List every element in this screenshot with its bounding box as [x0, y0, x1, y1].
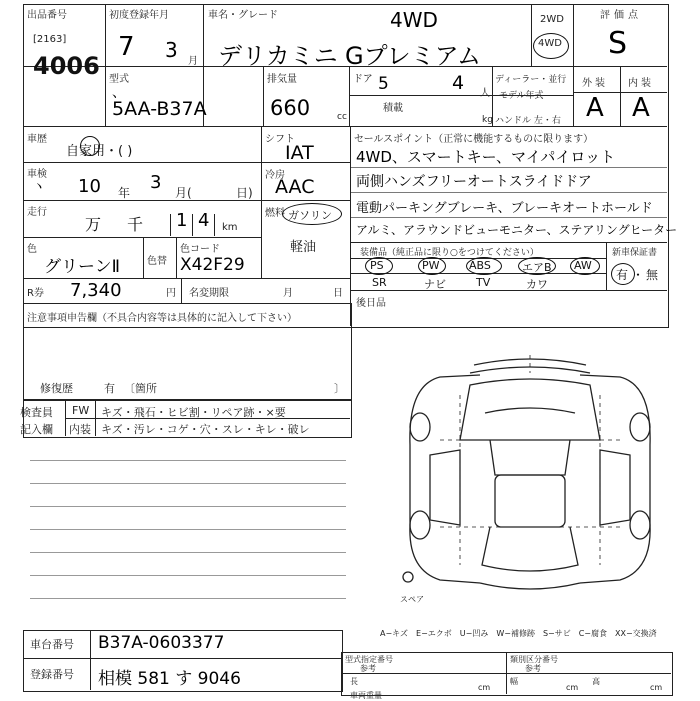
history-label: 車歴 [27, 134, 47, 145]
chassis-value: B37A-0603377 [98, 633, 225, 653]
first-reg-label: 初度登録年月 [109, 10, 169, 21]
divider [90, 630, 91, 690]
type-prefix: 、 [112, 85, 126, 101]
inspector-fw-items: キズ・飛石・ヒビ割・リペア跡・×要 [101, 406, 286, 419]
equip-aw: AW [574, 259, 592, 272]
divider [263, 66, 264, 126]
ac-label: 冷房 [265, 170, 285, 181]
inspector-label-bottom: 記入欄 [20, 423, 53, 436]
length-cm: cm [478, 683, 491, 692]
lot-number: 4006 [33, 52, 100, 80]
exterior-label: 外装 [582, 78, 608, 89]
plate-value: 相模 581 す 9046 [98, 669, 241, 689]
digit-tick [214, 214, 215, 236]
capacity-label: 積載 [383, 103, 403, 114]
divider [23, 237, 261, 238]
equip-navi: ナビ [424, 278, 446, 291]
nc-month-unit: 月 [283, 288, 293, 299]
divider [23, 126, 667, 127]
shaken-label: 車検 [27, 169, 47, 180]
fuel-label: 燃料 [265, 208, 285, 219]
year-unit: 年 [118, 186, 131, 200]
sales-heading: セールスポイント（正常に機能するものに限ります） [354, 134, 594, 145]
inspector-interior-items: キズ・汚レ・コゲ・穴・スレ・キレ・破レ [101, 423, 310, 436]
handle-label: ハンドル 左・右 [495, 116, 561, 126]
warranty-label: 新車保証書 [612, 248, 658, 258]
lot-label: 出品番号 [27, 10, 67, 21]
color-code-label: 色コード [180, 244, 220, 255]
sales-line-2: 両側ハンズフリーオートスライドドア [356, 174, 592, 190]
divider [105, 4, 106, 126]
repaint-label: 色替 [147, 256, 167, 267]
mileage-sen: 千 [127, 215, 144, 234]
notes-label: 注意事項申告欄（不具合内容等は具体的に記入して下さい） [27, 313, 297, 324]
day-unit: 日) [236, 186, 253, 200]
equip-airbag: エアB [522, 261, 552, 274]
height-cm: cm [650, 683, 663, 692]
model-grade-label: 車名・グレード [208, 10, 278, 21]
sales-line-1: 4WD、スマートキー、マイパイロット [356, 148, 616, 166]
recycle-label: R券 [27, 288, 44, 299]
divider [176, 237, 177, 278]
fuel-diesel: 軽油 [290, 240, 317, 255]
fourwd-label: 4WD [538, 38, 562, 49]
seats-value: 4 [452, 72, 465, 94]
interior-label: 内装 [628, 78, 654, 89]
twowd-label: 2WD [540, 14, 564, 25]
displacement-label: 排気量 [267, 74, 297, 85]
km-unit: km [222, 222, 238, 233]
weight-label: 車両重量 [350, 691, 382, 700]
model-name: デリカミニ [218, 42, 338, 70]
type-label: 型式 [109, 74, 129, 85]
type-value: 5AA-B37A [112, 98, 207, 120]
cc-unit: cc [337, 112, 347, 122]
divider [23, 658, 341, 659]
post-items-label: 後日品 [356, 298, 386, 309]
height-label: 高 [592, 677, 600, 686]
first-reg-month: 3 [165, 38, 178, 62]
recycle-value: 7,340 [70, 280, 122, 301]
history-value: 自家用・( ) [66, 144, 133, 159]
equip-pw: PW [422, 259, 440, 272]
exterior-value: A [586, 93, 604, 123]
drive-note: 4WD [390, 8, 438, 32]
name-change-label: 名変期限 [189, 288, 229, 299]
shaken-year: 10 [78, 176, 101, 197]
divider [350, 126, 351, 326]
equip-sr: SR [372, 276, 387, 289]
repair-close: 〕 [334, 382, 345, 395]
warranty-sep: ・ [632, 268, 645, 282]
divider [606, 242, 607, 290]
divider [573, 4, 574, 126]
plate-label: 登録番号 [30, 668, 74, 681]
digit-tick [170, 214, 171, 236]
fuel-gasoline: ガソリン [288, 209, 332, 222]
divider [341, 673, 671, 674]
divider [350, 290, 667, 291]
inspector-label-top: 検査員 [20, 406, 53, 419]
sales-rule [350, 217, 667, 218]
grade-name: Gプレミアム [345, 42, 481, 70]
shaken-month-unit: 月( [175, 186, 192, 200]
month-unit: 月 [188, 56, 198, 67]
category-label: 類別区分番号 [510, 655, 558, 664]
mileage-d1: 1 [176, 210, 188, 231]
color-value: グリーンⅡ [44, 257, 121, 277]
repair-has: 有 [104, 382, 115, 395]
warranty-no: 無 [646, 268, 659, 282]
equip-tv: TV [476, 276, 491, 289]
interior-value: A [632, 93, 650, 123]
divider [261, 126, 262, 278]
designation-label: 型式指定番号 [345, 655, 393, 664]
warranty-yes: 有 [616, 268, 629, 282]
inspector-interior-label: 内装 [69, 423, 91, 436]
writing-lines [30, 440, 346, 610]
inspector-fw-label: FW [72, 404, 90, 417]
score-label: 評価点 [600, 10, 642, 21]
color-code-value: X42F29 [180, 255, 245, 275]
equip-abs: ABS [469, 259, 491, 272]
equip-ps: PS [370, 259, 384, 272]
length-label: 長 [350, 677, 358, 686]
ac-value: AAC [275, 176, 315, 198]
shift-label: シフト [265, 134, 295, 145]
divider [23, 278, 350, 279]
digit-tick [192, 214, 193, 236]
kg-unit: kg [482, 115, 493, 125]
doors-label: ドア [353, 74, 373, 85]
divider [143, 237, 144, 278]
sales-line-4: アルミ、アラウンドビューモニター、ステアリングヒーター [356, 223, 678, 237]
score-value: S [608, 26, 628, 61]
mileage-label: 走行 [27, 207, 47, 218]
shift-value: IAT [285, 142, 314, 164]
equip-leather: カワ [526, 278, 548, 291]
mileage-d2: 4 [198, 210, 210, 231]
chassis-label: 車台番号 [30, 638, 74, 651]
category-ref: 参考 [525, 664, 541, 673]
divider [350, 242, 667, 243]
divider [181, 278, 182, 303]
equipment-heading: 装備品（純正品に限り○をつけてください） [360, 248, 539, 258]
divider [23, 162, 261, 163]
color-label: 色 [27, 244, 37, 255]
divider [620, 66, 621, 126]
divider [349, 66, 350, 126]
nc-day-unit: 日 [333, 288, 343, 299]
lot-code: [2163] [33, 34, 67, 45]
width-label: 幅 [510, 677, 518, 686]
model-year-label: モデル年式 [499, 91, 544, 101]
shaken-prefix: ヽ [32, 179, 46, 195]
shaken-month: 3 [150, 172, 162, 193]
damage-legend: A−キズ E−エクボ U−凹み W−補修跡 S−サビ C−腐食 XX−交換済 [380, 629, 657, 638]
seats-unit: 人 [480, 88, 490, 99]
spare-label: スペア [400, 595, 424, 604]
dealer-label: ディーラー・並行 [495, 75, 567, 85]
sales-rule [350, 192, 667, 193]
recycle-unit: 円 [166, 288, 176, 299]
sales-line-3: 電動パーキングブレーキ、ブレーキオートホールド [356, 201, 653, 216]
divider [531, 4, 532, 66]
displacement-value: 660 [270, 96, 311, 120]
car-diagram [400, 355, 660, 605]
width-cm: cm [566, 683, 579, 692]
sales-rule [350, 167, 667, 168]
repair-place: 〔箇所 [124, 382, 157, 395]
repair-label: 修復歴 [40, 382, 73, 395]
first-reg-year: 7 [118, 32, 135, 62]
mileage-man: 万 [85, 215, 102, 234]
designation-ref: 参考 [360, 664, 376, 673]
doors-value: 5 [378, 74, 389, 94]
